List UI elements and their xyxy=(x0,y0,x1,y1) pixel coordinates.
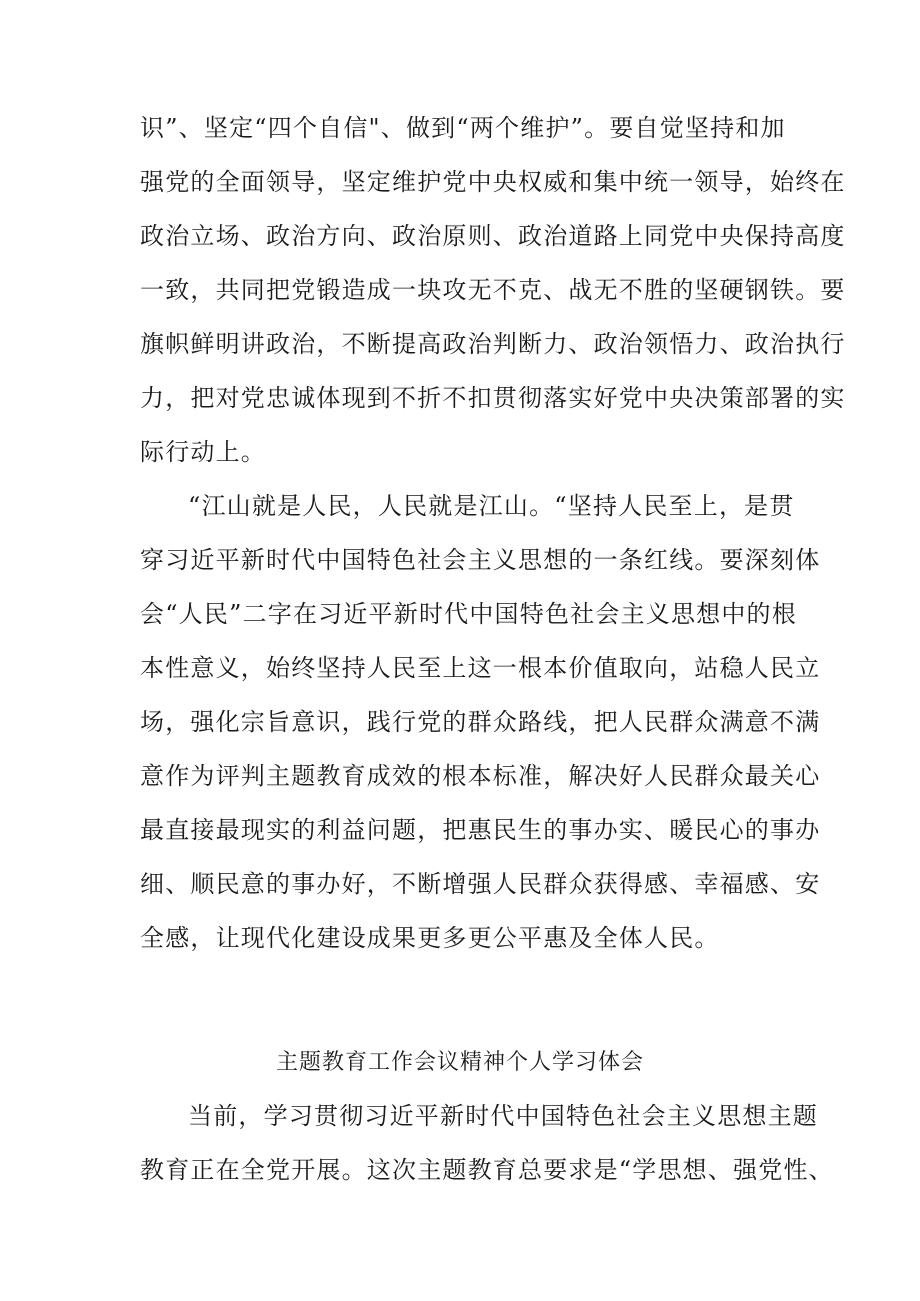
text-line: “江山就是人民，人民就是江山。“坚持人民至上，是贯 xyxy=(188,492,795,520)
text-line: 细、顺民意的事办好，不断增强人民群众获得感、幸福感、安 xyxy=(140,870,821,898)
text-line: 旗帜鲜明讲政治，不断提高政治判断力、政治领悟力、政治执行 xyxy=(140,330,846,358)
text-line: 场，强化宗旨意识，践行党的群众路线，把人民群众满意不满 xyxy=(140,708,821,736)
text-line: 力，把对党忠诚体现到不折不扣贯彻落实好党中央决策部署的实 xyxy=(140,384,846,412)
text-line: 一致，共同把党锻造成一块攻无不克、战无不胜的坚硬钢铁。要 xyxy=(140,276,846,304)
text-line: 政治立场、政治方向、政治原则、政治道路上同党中央保持高度 xyxy=(140,222,846,250)
text-line: 教育正在全党开展。这次主题教育总要求是“学思想、强党性、 xyxy=(140,1156,834,1184)
text-line: 本性意义，始终坚持人民至上这一根本价值取向，站稳人民立 xyxy=(140,654,821,682)
text-line: 际行动上。 xyxy=(140,438,266,466)
text-line: 穿习近平新时代中国特色社会主义思想的一条红线。要深刻体 xyxy=(140,546,821,574)
text-line: 全感，让现代化建设成果更多更公平惠及全体人民。 xyxy=(140,924,720,952)
text-line: 意作为评判主题教育成效的根本标准，解决好人民群众最关心 xyxy=(140,762,821,790)
text-line: 识”、坚定“四个自信"、做到“两个维护”。要自觉坚持和加 xyxy=(140,114,786,142)
text-line: 最直接最现实的利益问题，把惠民生的事办实、暖民心的事办 xyxy=(140,816,821,844)
text-line: 当前，学习贯彻习近平新时代中国特色社会主义思想主题 xyxy=(188,1102,818,1130)
article-title: 主题教育工作会议精神个人学习体会 xyxy=(275,1050,644,1075)
text-line: 会“人民”二字在习近平新时代中国特色社会主义思想中的根 xyxy=(140,600,797,628)
text-line: 强党的全面领导，坚定维护党中央权威和集中统一领导，始终在 xyxy=(140,168,846,196)
